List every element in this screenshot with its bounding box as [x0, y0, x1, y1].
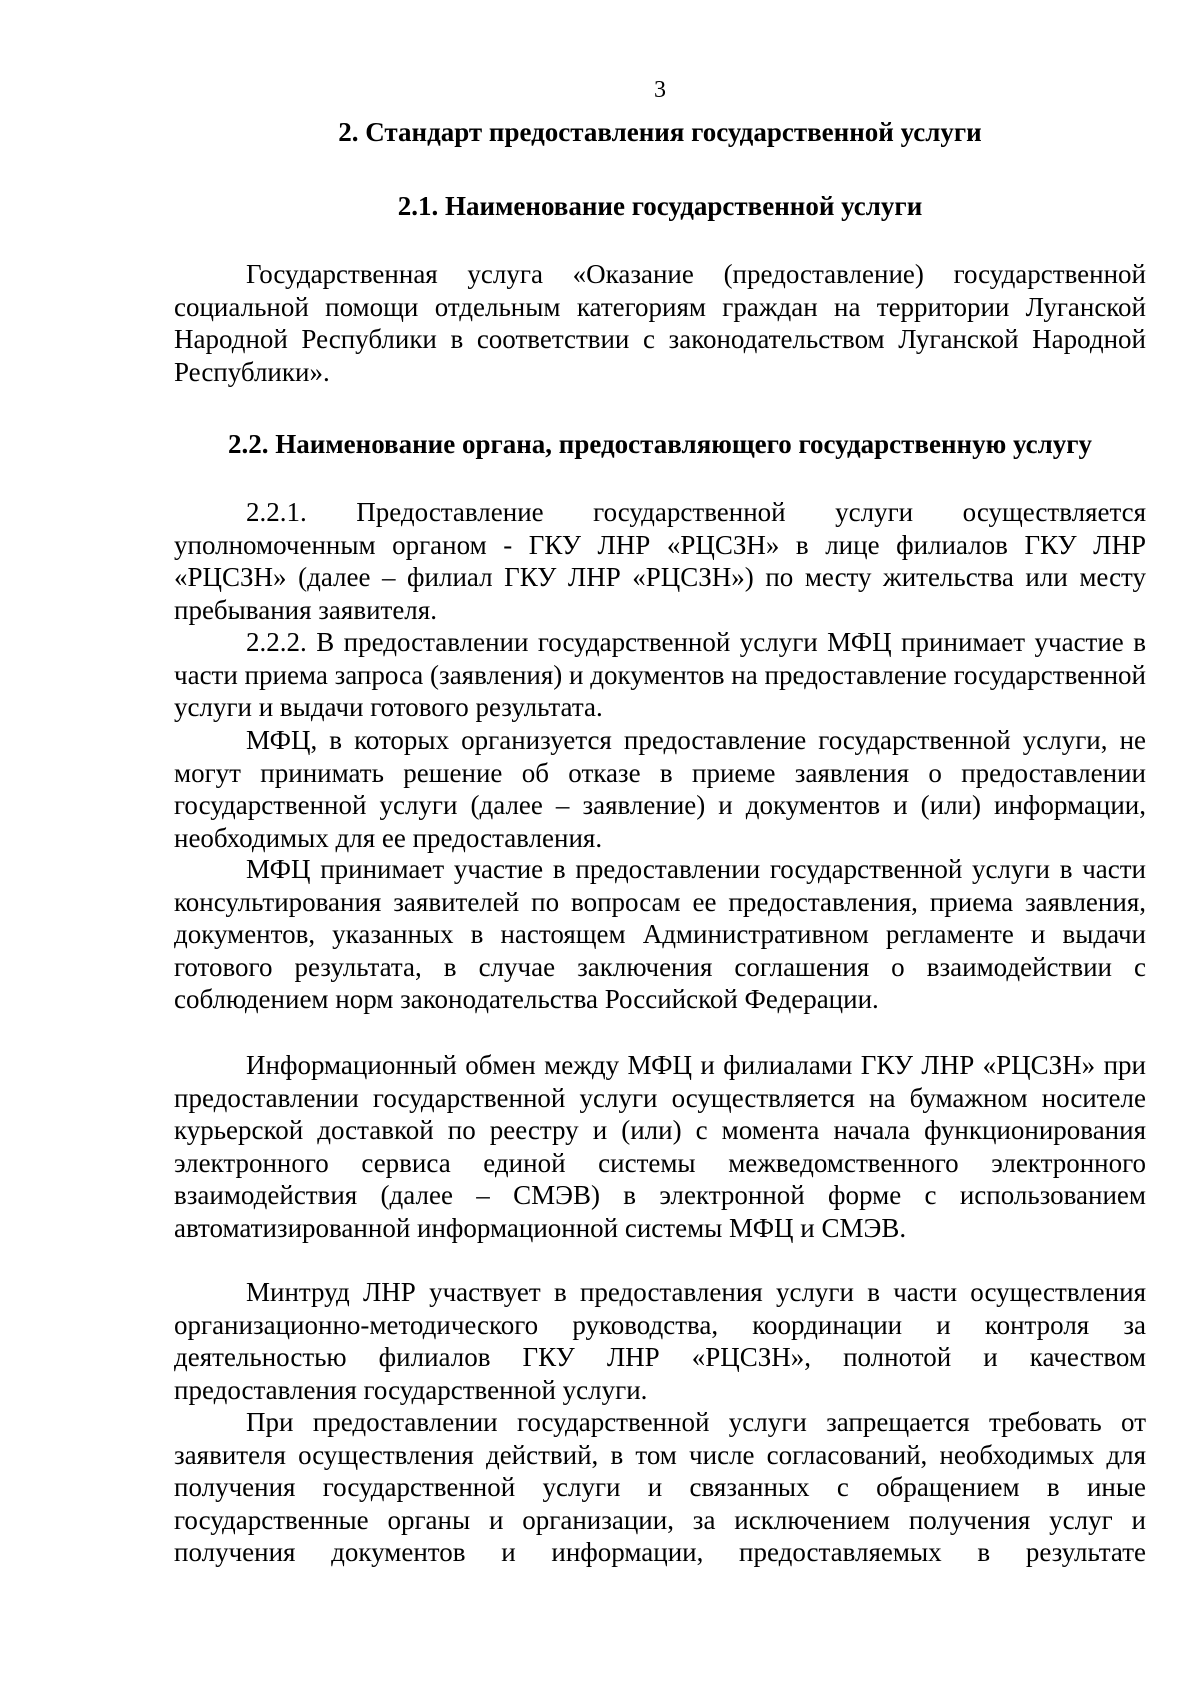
paragraph-mfc-participation: МФЦ принимает участие в предоставлении государственной услуги в части консультирования заявителей по вопросам ее предоставления, приема заявления, документов, указанных в настоящем Административном регламенте и выдачи готового результата, в случае заключения соглашения о взаимодействии с соблюдением норм законодательства Российской Федерации. — [174, 854, 1146, 1015]
section-2-heading: 2. Стандарт предоставления государственной услуги — [338, 117, 982, 147]
paragraph-2-2-2: 2.2.2. В предоставлении государственной услуги МФЦ принимает участие в части приема запроса (заявления) и документов на предоставление государственной услуги и выдачи готового результата. — [174, 627, 1146, 723]
section-2-1-heading: 2.1. Наименование государственной услуги — [397, 191, 923, 221]
paragraph-2-2-1: 2.2.1. Предоставление государственной услуги осуществляется уполномоченным органом - ГКУ ЛНР «РЦСЗН» в лице филиалов ГКУ ЛНР «РЦСЗН» (далее – филиал ГКУ ЛНР «РЦСЗН») по месту жительства или месту пребывания заявителя. — [174, 497, 1146, 625]
section-2-2-heading: 2.2. Наименование органа, предоставляющего государственную услугу — [227, 429, 1093, 459]
page-number: 3 — [654, 77, 666, 103]
paragraph-prohibition: При предоставлении государственной услуги запрещается требовать от заявителя осуществления действий, в том числе согласований, необходимых для получения государственной услуги и связанных с обращением в иные государственные органы и организации, за исключением получения услуг и получения документов и информации, предоставляемых в результате — [174, 1407, 1146, 1568]
paragraph-mintrud: Минтруд ЛНР участвует в предоставления услуги в части осуществления организационно-методического руководства, координации и контроля за деятельностью филиалов ГКУ ЛНР «РЦСЗН», полнотой и качеством предоставления государственной услуги. — [174, 1277, 1146, 1405]
paragraph-mfc-refusal: МФЦ, в которых организуется предоставление государственной услуги, не могут принимать решение об отказе в приеме заявления о предоставлении государственной услуги (далее – заявление) и документов и (или) информации, необходимых для ее предоставления. — [174, 725, 1146, 853]
paragraph-service-name: Государственная услуга «Оказание (предоставление) государственной социальной помощи отдельным категориям граждан на территории Луганской Народной Республики в соответствии с законодательством Луганской Народной Республики». — [174, 259, 1146, 387]
paragraph-information-exchange: Информационный обмен между МФЦ и филиалами ГКУ ЛНР «РЦСЗН» при предоставлении государственной услуги осуществляется на бумажном носителе курьерской доставкой по реестру и (или) с момента начала функционирования электронного сервиса единой системы межведомственного электронного взаимодействия (далее – СМЭВ) в электронной форме с использованием автоматизированной информационной системы МФЦ и СМЭВ. — [174, 1050, 1146, 1243]
